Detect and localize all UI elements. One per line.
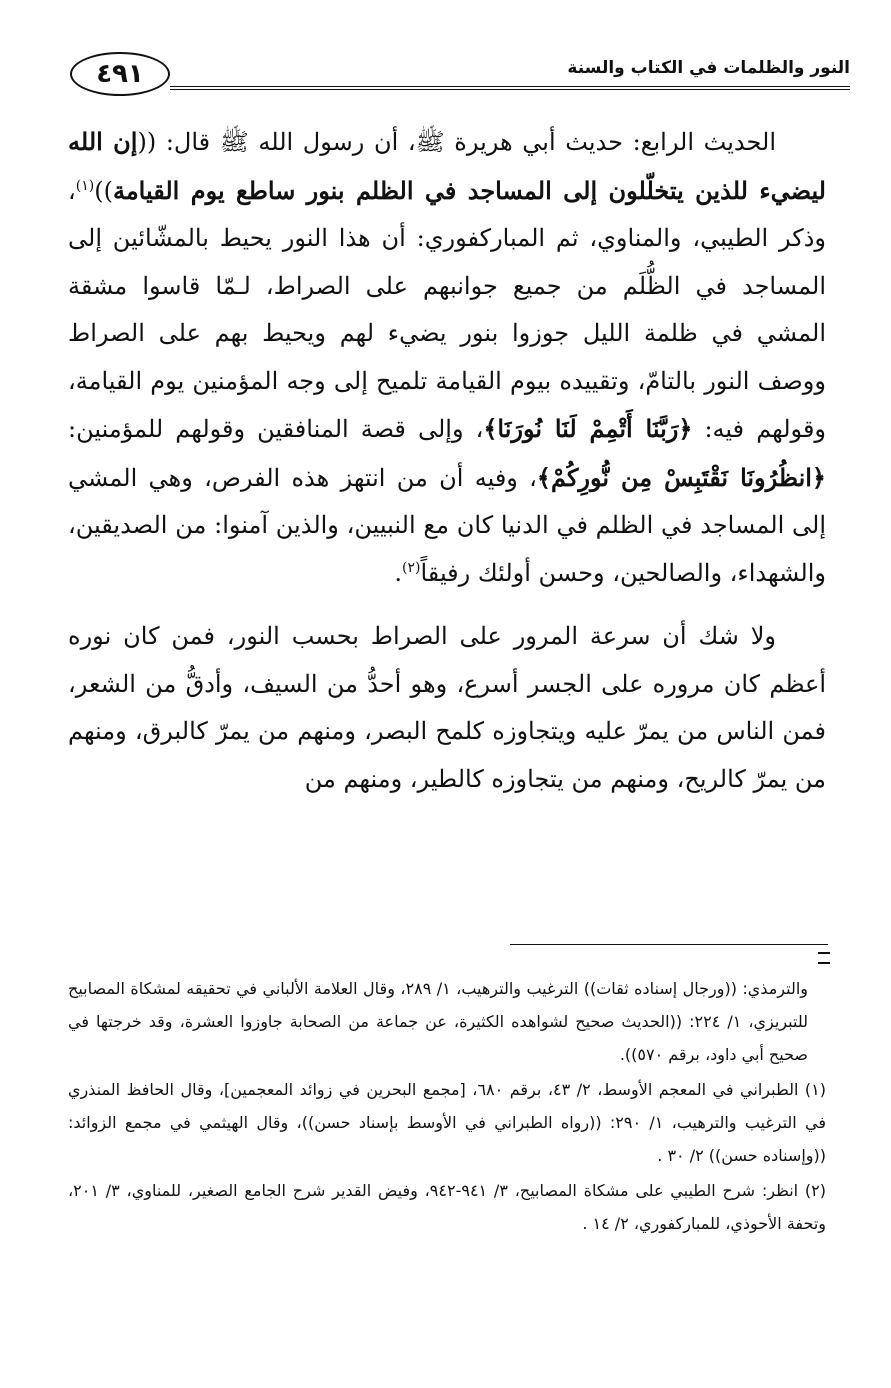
running-title: النور والظلمات في الكتاب والسنة	[567, 58, 850, 78]
footnote-continuation-mark	[818, 952, 830, 964]
page-header	[70, 52, 850, 104]
p1-intro: الحديث الرابع: حديث أبي هريرة ﷺ، أن رسول الله ﷺ قال: ((	[137, 128, 776, 156]
paragraph-2: ولا شك أن سرعة المرور على الصراط بحسب النور، فمن كان نوره أعظم كان مروره على الجسر أسرع، وهو أحدُّ من السيف، وأدقُّ من الشعر، فمن الناس من يمرّ عليه ويتجاوزه كلمح البصر، ومنهم من يمرّ كالبرق، ومنهم من يمرّ كالريح، ومنهم من يتجاوزه كالطير، ومنهم من	[68, 622, 826, 793]
footnote-continuation: والترمذي: ((ورجال إسناده ثقات)) الترغيب والترهيب، ١/ ٢٨٩، وقال العلامة الألباني في تحقيقه لمشكاة المصابيح للتبريزي، ١/ ٢٢٤: ((الحديث صحيح لشواهده الكثيرة، عن جماعة من الصحابة جاوزوا العشرة، وقد خرجتها في صحيح أبي داود، برقم ٥٧٠)).	[68, 979, 809, 1064]
body-text	[68, 118, 826, 803]
hadith-text: إن الله ليضيء للذين يتخلّلون إلى المساجد في الظلم بنور ساطع يوم القيامة	[68, 127, 826, 205]
footnote-ref-1[interactable]: (١)	[75, 177, 95, 194]
footnote-2: (٢) انظر: شرح الطيبي على مشكاة المصابيح، ٣/ ٩٤١-٩٤٢، وفيض القدير شرح الجامع الصغير، للمناوي، ٣/ ٢٠١، وتحفة الأحوذي، للمباركفوري، ٢/ ١٤ .	[68, 1181, 827, 1233]
p1-conclusion: ، وفيه أن من انتهز هذه الفرص، وهي المشي إلى المساجد في الظلم في الدنيا كان مع النبيين، والذين آمنوا: من الصديقين، والشهداء، والصالحين، وحسن أولئك رفيقاً	[68, 463, 826, 587]
footnote-1: (١) الطبراني في المعجم الأوسط، ٢/ ٤٣، برقم ٦٨٠، [مجمع البحرين في زوائد المعجمين]، وقال الحافظ المنذري في الترغيب والترهيب، ١/ ٢٩٠: ((رواه الطبراني في الأوسط بإسناد حسن))، وقال الهيثمي في مجمع الزوائد: ((وإسناده حسن)) ٢/ ٣٠ .	[68, 1080, 826, 1165]
p1-commentary: ، وذكر الطيبي، والمناوي، ثم المباركفوري: أن هذا النور يحيط بالمشّائين إلى المساجد في الظُّلَم من جميع جوانبهم على الصراط، لـمّا قاسوا مشقة المشي في ظلمة الليل جوزوا بنور يضيء لهم ويحيط بهم على الصراط ووصف النور بالتامّ، وتقييده بيوم القيامة تلميح إلى وجه المؤمنين يوم القيامة، وقولهم فيه:	[68, 176, 827, 443]
p1-munafiqin: ، وإلى قصة المنافقين وقولهم للمؤمنين:	[68, 415, 484, 443]
footnote-ref-2[interactable]: (٢)	[402, 559, 421, 576]
header-rule	[170, 86, 850, 90]
quran-verse-1: ﴿رَبَّنَا أَتْمِمْ لَنَا نُورَنَا﴾	[483, 414, 693, 443]
p1-close-quote: ))	[94, 176, 113, 205]
footnotes	[68, 972, 826, 1242]
quran-verse-2: ﴿انظُرُونَا نَقْتَبِسْ مِن نُّورِكُمْ﴾	[536, 462, 826, 492]
p1-period: .	[394, 558, 403, 587]
page-number: ٤٩١	[70, 52, 170, 96]
footnote-separator	[510, 944, 828, 945]
paragraph-1	[68, 118, 826, 597]
